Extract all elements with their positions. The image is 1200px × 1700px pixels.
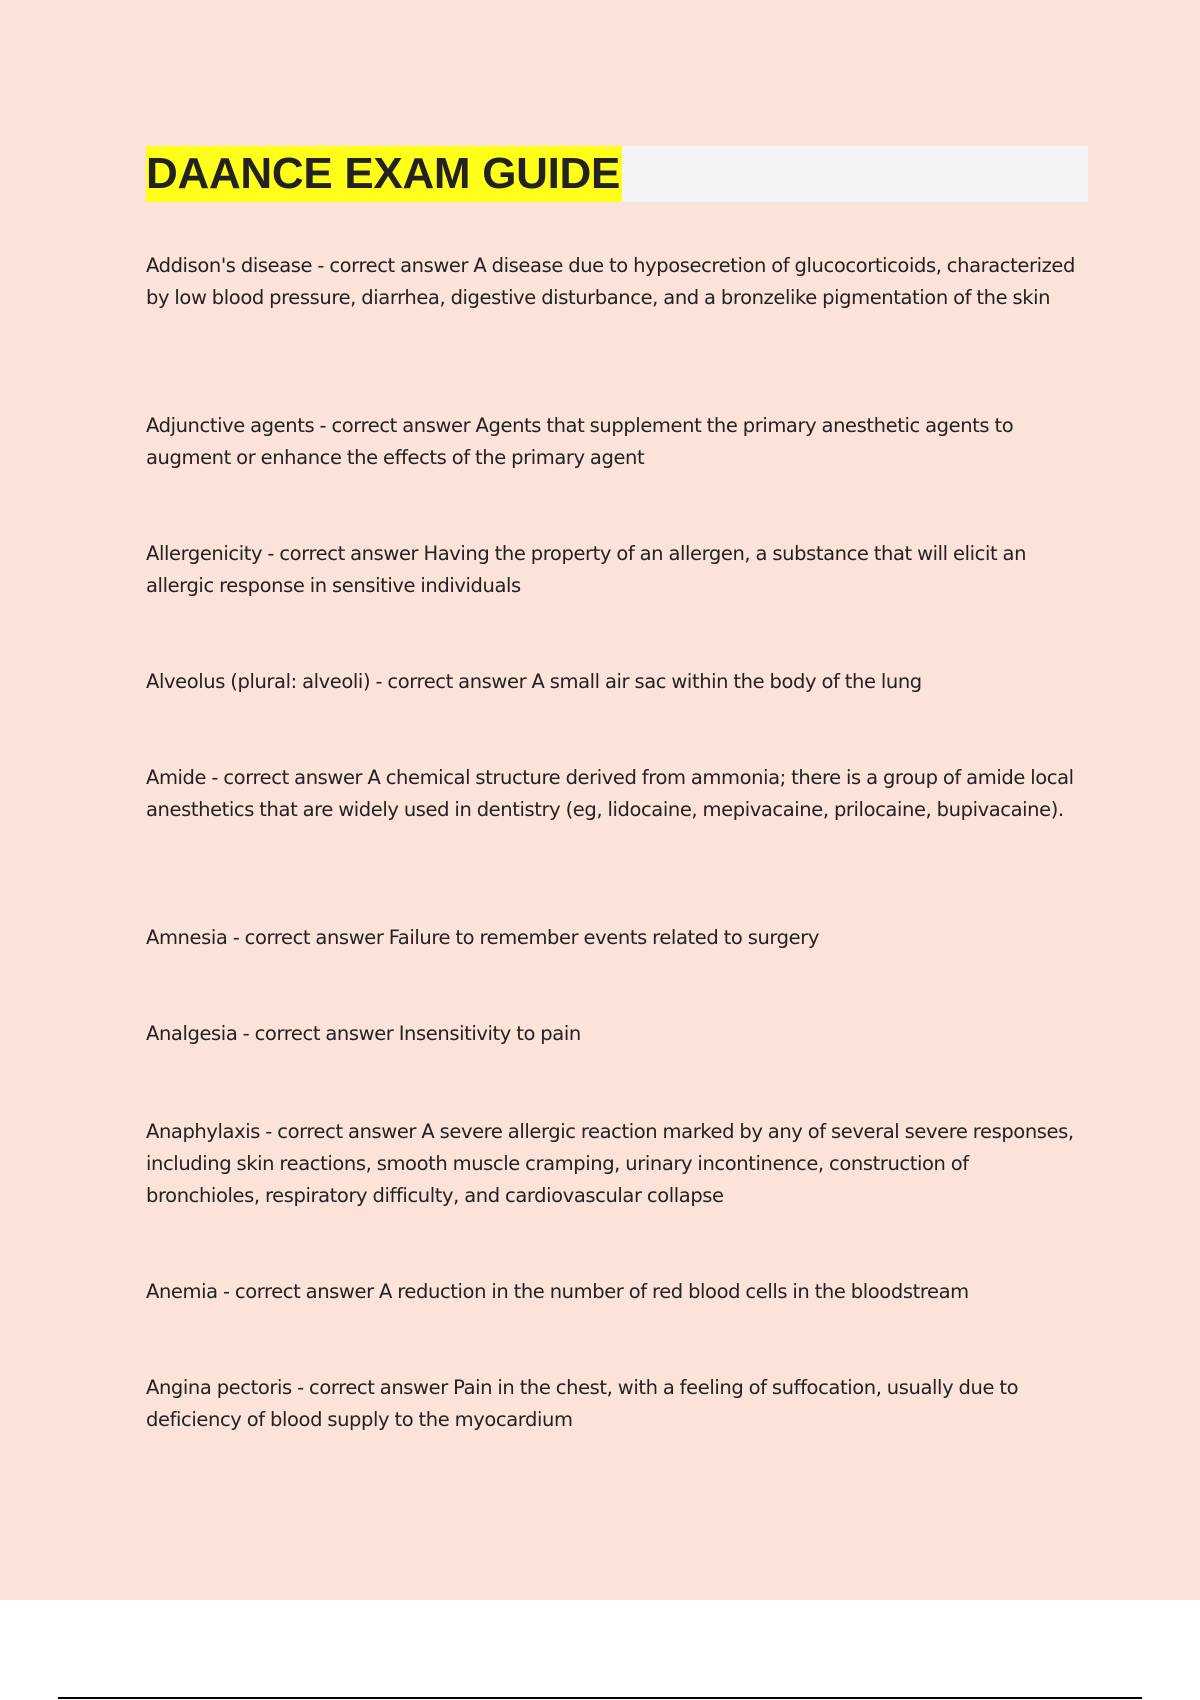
page-title: DAANCE EXAM GUIDE (146, 146, 622, 202)
glossary-entry-anemia: Anemia - correct answer A reduction in the number of red blood cells in the bloodstream (146, 1280, 969, 1303)
glossary-list (146, 250, 1076, 1431)
glossary-entry-angina-pectoris: Angina pectoris - correct answer Pain in the chest, with a feeling of suffocation, usually due to deficiency of blood supply to the myocardium (146, 1376, 1019, 1431)
footer-divider (58, 1697, 1142, 1699)
glossary-entry-amnesia: Amnesia - correct answer Failure to remember events related to surgery (146, 926, 820, 949)
glossary-entry-anaphylaxis: Anaphylaxis - correct answer A severe allergic reaction marked by any of several severe responses, including skin reactions, smooth muscle cramping, urinary incontinence, construction of bronchioles, respiratory difficulty, and cardiovascular collapse (146, 1120, 1074, 1207)
glossary-entry-alveolus: Alveolus (plural: alveoli) - correct answer A small air sac within the body of the lung (146, 670, 922, 693)
glossary-entry-allergenicity: Allergenicity - correct answer Having the property of an allergen, a substance that will elicit an allergic response in sensitive individuals (146, 542, 1027, 597)
glossary-entry-analgesia: Analgesia - correct answer Insensitivity to pain (146, 1022, 581, 1045)
glossary-entry-amide: Amide - correct answer A chemical structure derived from ammonia; there is a group of amide local anesthetics that are widely used in dentistry (eg, lidocaine, mepivacaine, prilocaine, bupivacaine). (146, 766, 1074, 821)
glossary-entry-addisons-disease: Addison's disease - correct answer A disease due to hyposecretion of glucocorticoids, characterized by low blood pressure, diarrhea, digestive disturbance, and a bronzelike pigmentation of the skin (146, 254, 1076, 309)
glossary-entry-adjunctive-agents: Adjunctive agents - correct answer Agents that supplement the primary anesthetic agents to augment or enhance the effects of the primary agent (146, 414, 1014, 469)
